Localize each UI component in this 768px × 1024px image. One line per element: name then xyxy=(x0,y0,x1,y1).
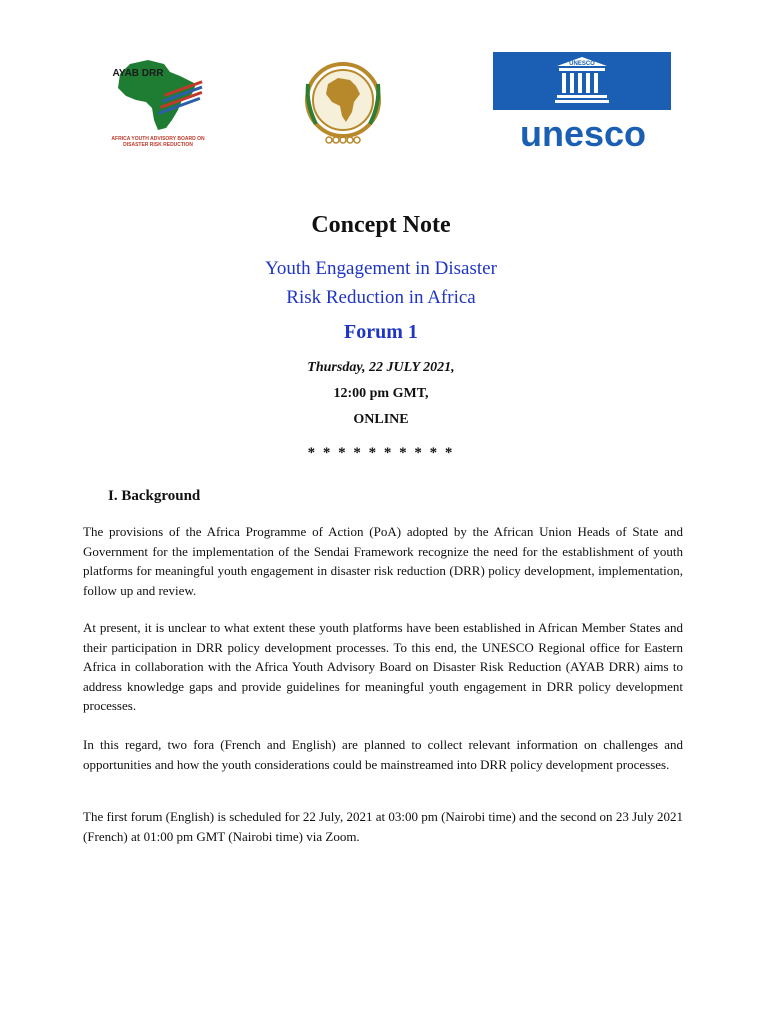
ayab-tag: AYAB DRR xyxy=(112,68,164,79)
header-logos xyxy=(0,48,768,158)
subtitle-line-2: Risk Reduction in Africa xyxy=(286,287,476,308)
ayab-subtitle: AFRICA YOUTH ADVISORY BOARD ON DISASTER RISK REDUCTION xyxy=(111,136,205,148)
event-mode: ONLINE xyxy=(353,412,409,427)
ayab-drr-logo xyxy=(108,54,208,154)
unesco-temple-label: UNESCO xyxy=(569,61,595,67)
unesco-temple-icon xyxy=(493,52,671,110)
unesco-logo xyxy=(493,52,673,156)
african-union-emblem-icon xyxy=(302,54,384,150)
subtitle-line-1: Youth Engagement in Disaster xyxy=(265,258,497,279)
unesco-wordmark: unesco xyxy=(519,113,647,154)
paragraph-1: The provisions of the Africa Programme of Action (PoA) adopted by the African Union Heads of State and Government for the implementation of the Sendai Framework recognize the need for the establishment of youth platforms for meaningful youth engagement in disaster risk reduction (DRR) policy development, implementation, follow up and review. xyxy=(83,524,683,598)
event-date: Thursday, 22 JULY 2021, xyxy=(307,360,455,375)
separator-stars: * * * * * * * * * * xyxy=(307,445,455,461)
section-heading: I. Background xyxy=(108,488,201,504)
unesco-temple-box xyxy=(493,52,671,110)
page-title: Concept Note xyxy=(311,212,451,238)
paragraph-3: In this regard, two fora (French and English) are planned to collect relevant information on challenges and opportunities and how the youth considerations could be mainstreamed into DRR policy development processes. xyxy=(83,737,683,772)
african-union-logo xyxy=(302,54,384,150)
event-time: 12:00 pm GMT, xyxy=(333,386,429,401)
paragraph-2: At present, it is unclear to what extent these youth platforms have been established in African Member States and their participation in DRR policy development processes. To this end, the UNESCO Regional office for Eastern Africa in collaboration with the Africa Youth Advisory Board on Disaster Risk Reduction (AYAB DRR) aims to address knowledge gaps and provide guidelines for meaningful youth engagement in DRR policy development processes. xyxy=(83,620,683,713)
paragraph-4: The first forum (English) is scheduled for 22 July, 2021 at 03:00 pm (Nairobi time) and the second on 23 July 2021 (French) at 01:00 pm GMT (Nairobi time) via Zoom. xyxy=(83,809,683,844)
document-subtitle xyxy=(0,254,762,312)
forum-label: Forum 1 xyxy=(344,321,418,343)
